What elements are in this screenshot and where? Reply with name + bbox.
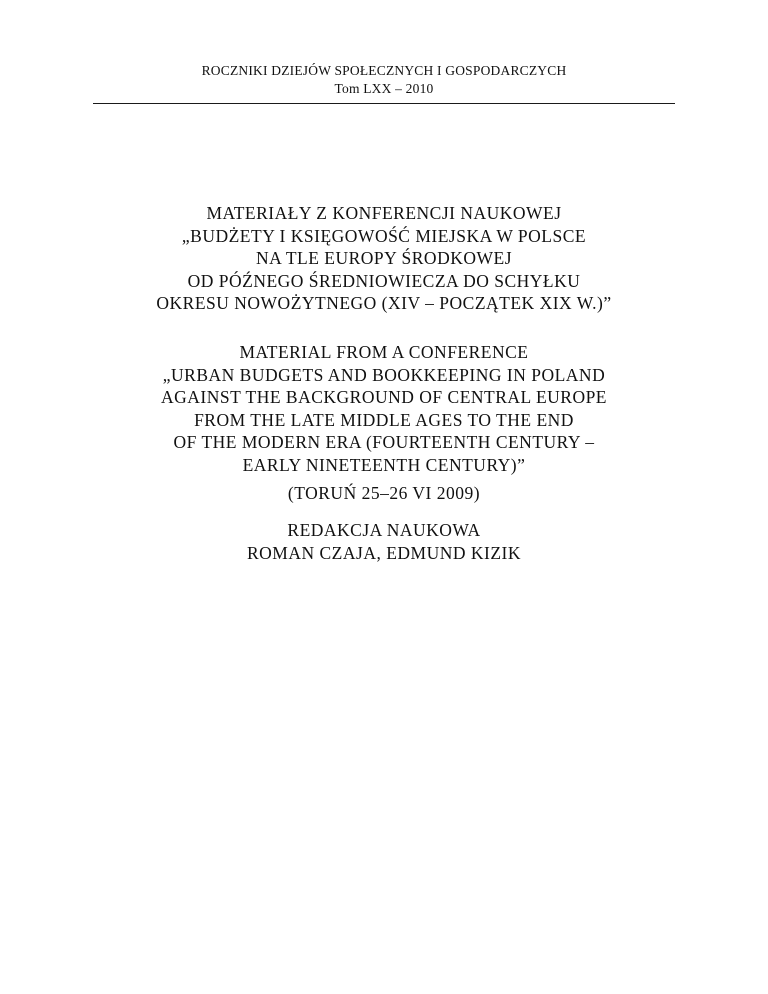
polish-conference-title	[93, 202, 675, 315]
english-title-line: „URBAN BUDGETS AND BOOKKEEPING IN POLAND	[162, 364, 606, 385]
header-rule	[93, 103, 675, 104]
editors-label: REDAKCJA NAUKOWA	[287, 520, 481, 540]
editors-names: ROMAN CZAJA, EDMUND KIZIK	[246, 542, 522, 563]
polish-title-line: „BUDŻETY I KSIĘGOWOŚĆ MIEJSKA W POLSCE	[181, 225, 587, 246]
polish-title-line: OKRESU NOWOŻYTNEGO (XIV – POCZĄTEK XIX W.)”	[156, 293, 612, 313]
polish-title-line: OD PÓŹNEGO ŚREDNIOWIECZA DO SCHYŁKU	[187, 270, 581, 291]
english-title-line: OF THE MODERN ERA (FOURTEENTH CENTURY –	[173, 432, 595, 452]
polish-title-line: NA TLE EUROPY ŚRODKOWEJ	[255, 248, 513, 268]
running-header	[93, 62, 675, 98]
polish-title-line: MATERIAŁY Z KONFERENCJI NAUKOWEJ	[206, 203, 562, 223]
english-title-line: FROM THE LATE MIDDLE AGES TO THE END	[194, 409, 574, 430]
volume-info: Tom LXX – 2010	[334, 81, 434, 96]
journal-title: ROCZNIKI DZIEJÓW SPOŁECZNYCH I GOSPODARCZYCH	[201, 63, 567, 78]
english-conference-title	[93, 341, 675, 476]
conference-place-date	[93, 482, 675, 505]
english-title-line: MATERIAL FROM A CONFERENCE	[239, 342, 529, 362]
english-title-line: EARLY NINETEENTH CENTURY)”	[242, 454, 526, 475]
editors-section	[93, 519, 675, 564]
english-title-line: AGAINST THE BACKGROUND OF CENTRAL EUROPE	[160, 387, 607, 407]
place-date-text: (TORUŃ 25–26 VI 2009)	[287, 483, 481, 503]
